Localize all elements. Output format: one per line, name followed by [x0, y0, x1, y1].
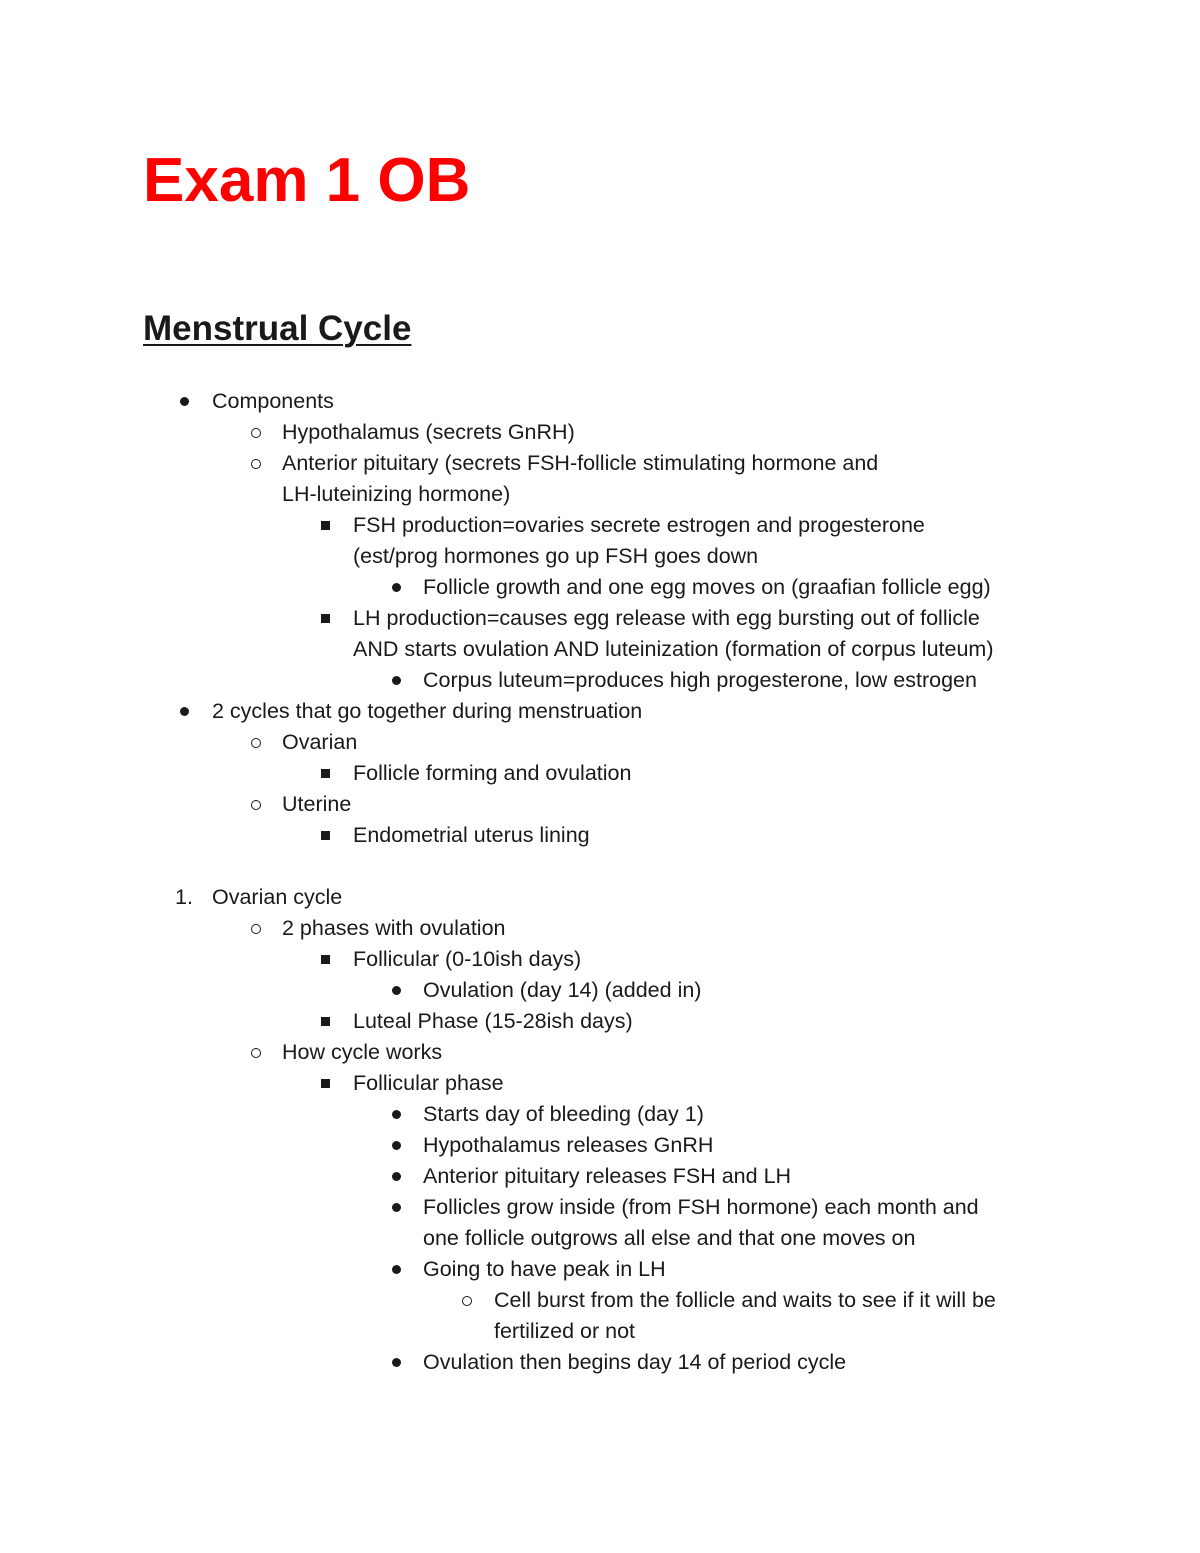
outline-item-text: 2 cycles that go together during menstruation — [212, 699, 643, 723]
square-bullet-icon — [321, 944, 330, 964]
square-bullet-icon — [321, 1006, 330, 1026]
outline-item-text: Anterior pituitary releases FSH and LH — [423, 1164, 792, 1188]
disc-bullet-icon — [392, 1130, 401, 1150]
square-bullet-icon — [321, 758, 330, 778]
outline-item-text: one follicle outgrows all else and that one moves on — [423, 1226, 916, 1250]
outline-item-text: FSH production=ovaries secrete estrogen and progesterone — [353, 513, 925, 537]
outline-item-text: Components — [212, 389, 334, 413]
square-bullet-icon — [321, 1068, 330, 1088]
outline-item-text: Uterine — [282, 792, 352, 816]
disc-bullet-icon — [392, 1161, 401, 1181]
outline-item-text: AND starts ovulation AND luteinization (formation of corpus luteum) — [353, 637, 994, 661]
circle-bullet-icon — [462, 1285, 472, 1306]
disc-bullet-icon — [392, 572, 401, 592]
section-heading: Menstrual Cycle — [143, 309, 412, 348]
disc-bullet-icon — [392, 1254, 401, 1274]
outline-item-text: Follicle forming and ovulation — [353, 761, 632, 785]
outline-item-text: Ovulation (day 14) (added in) — [423, 978, 702, 1002]
circle-bullet-icon — [251, 1037, 261, 1058]
outline-item-text: Follicular phase — [353, 1071, 504, 1095]
outline-item-text: Anterior pituitary (secrets FSH-follicle stimulating hormone and — [282, 451, 879, 475]
outline-item-text: How cycle works — [282, 1040, 443, 1064]
square-bullet-icon — [321, 603, 330, 623]
list-number: 1. — [175, 885, 193, 909]
square-bullet-icon — [321, 510, 330, 530]
outline-item-text: LH production=causes egg release with egg bursting out of follicle — [353, 606, 980, 630]
outline-item-text: Hypothalamus (secrets GnRH) — [282, 420, 575, 444]
circle-bullet-icon — [251, 448, 261, 469]
outline-item-text: Hypothalamus releases GnRH — [423, 1133, 714, 1157]
square-bullet-icon — [321, 820, 330, 840]
circle-bullet-icon — [251, 913, 261, 934]
outline-item-text: Follicular (0-10ish days) — [353, 947, 582, 971]
outline-item-text: fertilized or not — [494, 1319, 636, 1343]
disc-bullet-icon — [392, 1192, 401, 1212]
circle-bullet-icon — [251, 789, 261, 810]
outline-item-text: Follicles grow inside (from FSH hormone) each month and — [423, 1195, 979, 1219]
outline-item-text: Luteal Phase (15-28ish days) — [353, 1009, 633, 1033]
outline-item-text: Corpus luteum=produces high progesterone, low estrogen — [423, 668, 977, 692]
outline-item-text: Ovarian cycle — [212, 885, 343, 909]
disc-bullet-icon — [392, 1347, 401, 1367]
outline-item-text: Endometrial uterus lining — [353, 823, 590, 847]
outline-item-text: Follicle growth and one egg moves on (graafian follicle egg) — [423, 575, 991, 599]
disc-bullet-icon — [392, 975, 401, 995]
disc-bullet-icon — [180, 386, 189, 406]
outline-item-text: Ovulation then begins day 14 of period cycle — [423, 1350, 847, 1374]
outline-item-text: 2 phases with ovulation — [282, 916, 506, 940]
circle-bullet-icon — [251, 727, 261, 748]
document-title: Exam 1 OB — [143, 146, 471, 215]
outline-item-text: Ovarian — [282, 730, 358, 754]
outline-item-text: Cell burst from the follicle and waits to see if it will be — [494, 1288, 996, 1312]
outline-item-text: Going to have peak in LH — [423, 1257, 666, 1281]
outline-item-text: (est/prog hormones go up FSH goes down — [353, 544, 759, 568]
disc-bullet-icon — [392, 1099, 401, 1119]
outline-item-text: LH-luteinizing hormone) — [282, 482, 511, 506]
disc-bullet-icon — [180, 696, 189, 716]
circle-bullet-icon — [251, 417, 261, 438]
outline-item-text: Starts day of bleeding (day 1) — [423, 1102, 704, 1126]
disc-bullet-icon — [392, 665, 401, 685]
